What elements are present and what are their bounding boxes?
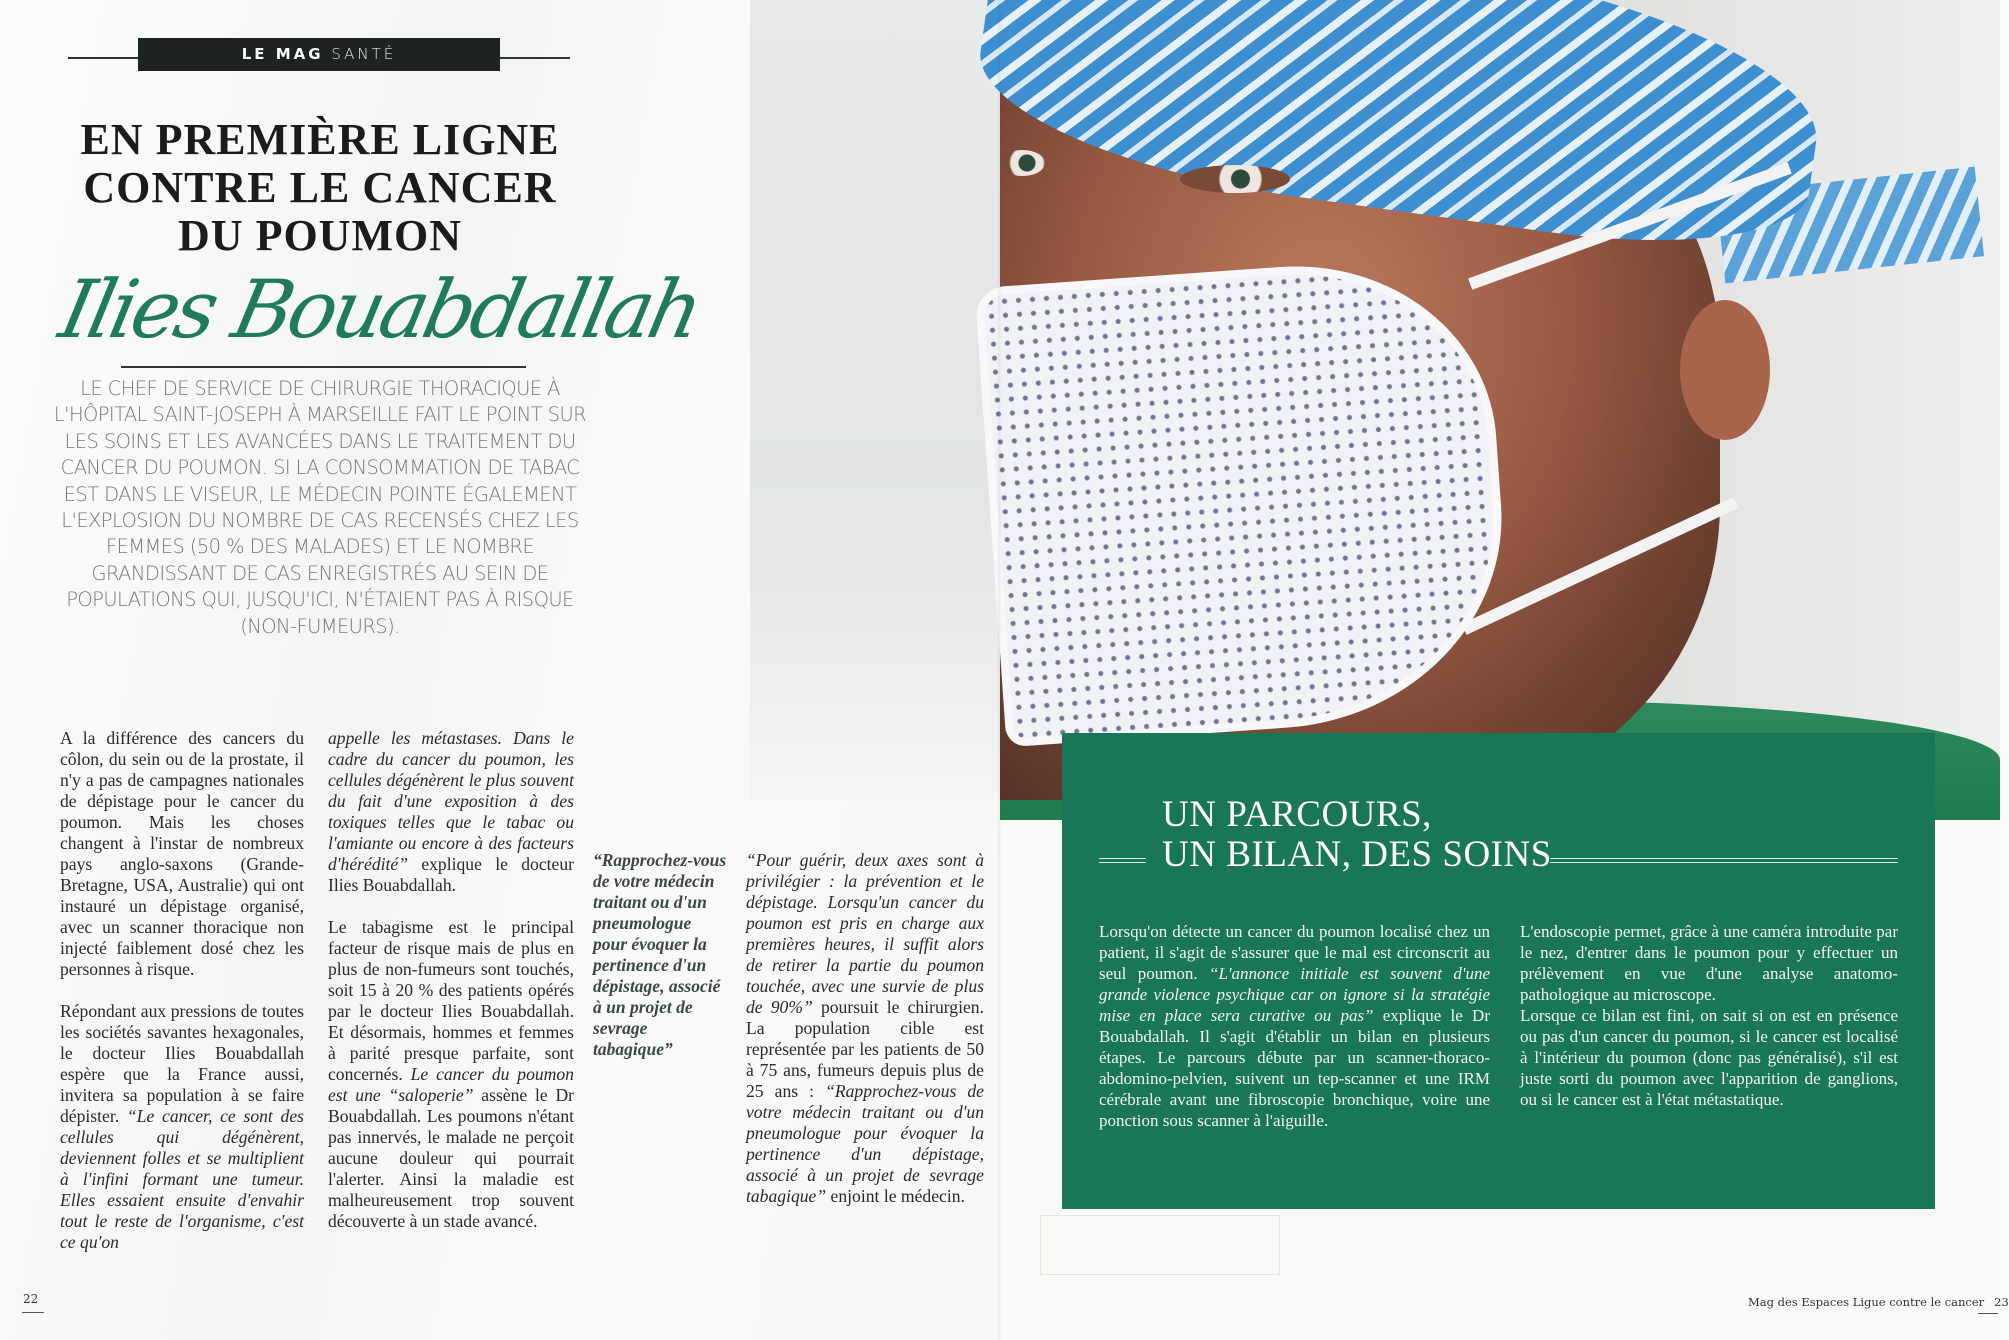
section-label-light: SANTÉ bbox=[331, 45, 397, 63]
pull-quote: “Rapprochez-vous de votre médecin traitant ou d'un pneumologue pour évoquer la pertinence d'un dépistage, associé à un projet de sevrage tabagique” bbox=[593, 850, 727, 1059]
quote: Le cancer du poumon est une “saloperie” bbox=[328, 1064, 574, 1105]
author-signature: Ilies Bouabdallah bbox=[52, 263, 708, 356]
paragraph bbox=[60, 1001, 304, 1253]
quote: appelle les métastases. Dans le cadre du cancer du poumon, les cellules dégénèrent le plus souvent du fait d'une exposition à des toxiques telles que le tabac ou l'amiante ou encore à des facteurs d'hérédité” bbox=[328, 728, 574, 874]
text: explique le docteur Ilies Bouabdallah. bbox=[328, 854, 574, 895]
text: assène le Dr Bouabdallah. Les poumons n'étant pas innervés, le malade ne perçoit aucune douleur qui pourrait l'alerter. Ainsi la maladie est malheureusement trop souvent découverte à un stade avancé. bbox=[328, 1085, 575, 1231]
text: poursuit le chirurgien. La population cible est représentée par les patients de 50 à 75 ans, fumeurs depuis plus de 25 ans : bbox=[746, 997, 984, 1101]
eye bbox=[1180, 165, 1290, 193]
surgeon-photo bbox=[1000, 0, 2000, 800]
paragraph: A la différence des cancers du côlon, du sein ou de la prostate, il n'y a pas de campagnes nationales de dépistage pour le cancer du poumon. Mais les choses changent à l'instar de nombreux pays anglo-saxons (Grande-Bretagne, USA, Australie) qui ont instauré un dépistage organisé, avec un scanner thoracique non injecté faiblement dosé chez les personnes à risque. bbox=[60, 728, 304, 979]
sidebar-column-2 bbox=[1520, 921, 1898, 1110]
sidebar-column-1 bbox=[1099, 921, 1490, 1131]
paragraph bbox=[328, 917, 574, 1232]
sidebar-title bbox=[1162, 795, 1552, 875]
title-double-rule bbox=[1550, 858, 1898, 863]
spine-shadow bbox=[998, 0, 1002, 1340]
photo-background-left bbox=[750, 0, 1000, 800]
paragraph bbox=[746, 850, 984, 1207]
text: Répondant aux pressions de toutes les sociétés savantes hexagonales, le docteur Ilies Bouabdallah espère que la France aussi, invitera sa population à se faire dépister. bbox=[60, 1001, 304, 1126]
quote: “Le cancer, ce sont des cellules qui dégénèrent, deviennent folles et se multiplient à l'infini formant une tumeur. Elles essaient ensuite d'envahir tout le reste de l'organisme, c'est ce qu'on bbox=[60, 1106, 305, 1252]
text: explique le Dr Bouabdallah. Il s'agit d'établir un bilan en plusieurs étapes. Le parcours débute par un scanner-thoraco-abdomino-pelvien, suivent un tep-scanner et une IRM cérébrale avant une fibroscopie bronchique, voire une ponction sous scanner à l'aiguille. bbox=[1099, 1006, 1490, 1130]
page-footer bbox=[1748, 1295, 2009, 1309]
sidebar-title-line: UN BILAN, DES SOINS bbox=[1162, 834, 1552, 875]
section-label-bold: LE MAG bbox=[241, 45, 324, 63]
eye bbox=[1000, 150, 1045, 176]
text: Le tabagisme est le principal facteur de risque mais de plus en plus de non-fumeurs sont touchés, soit 15 à 20 % des patients opérés par le docteur Ilies Bouabdallah. Et désormais, hommes et femmes à parité presque parfaite, sont concernés. bbox=[328, 917, 574, 1084]
paragraph: L'endoscopie permet, grâce à une caméra introduite par le nez, d'entrer dans le poumon pour y effectuer un prélèvement en vue d'une analyse anatomo-pathologique au microscope. bbox=[1520, 922, 1898, 1004]
sidebar-title-line: UN PARCOURS, bbox=[1162, 794, 1432, 835]
text: Lorsqu'on détecte un cancer du poumon localisé chez un patient, il s'agit de s'assurer que le mal est circonscrit au seul poumon. bbox=[1099, 922, 1490, 983]
title-double-rule bbox=[1099, 858, 1146, 863]
page-number-rule bbox=[22, 1312, 44, 1313]
paragraph bbox=[1099, 921, 1490, 1131]
quote: “L'annonce initiale est souvent d'une grande violence psychique car on ignore si la stratégie mise en place sera curative ou pas” bbox=[1099, 964, 1491, 1025]
page-number-rule bbox=[1978, 1313, 1998, 1314]
page-number-right: 23 bbox=[1994, 1295, 2009, 1309]
article-title: EN PREMIÈRE LIGNE CONTRE LE CANCER DU POUMON bbox=[80, 115, 560, 260]
ear bbox=[1680, 300, 1770, 440]
body-column-2 bbox=[328, 728, 574, 1232]
publication-name: Mag des Espaces Ligue contre le cancer bbox=[1748, 1295, 1985, 1309]
page-number-left: 22 bbox=[23, 1292, 39, 1306]
body-column-1 bbox=[60, 728, 304, 1253]
section-label bbox=[138, 38, 500, 71]
show-through-box bbox=[1040, 1215, 1280, 1275]
text: enjoint le médecin. bbox=[826, 1186, 965, 1206]
body-column-3 bbox=[746, 850, 984, 1207]
quote: “Pour guérir, deux axes sont à privilégier : la prévention et le dépistage. Lorsqu'un cancer du poumon est pris en charge aux premières heures, il suffit alors de retirer la partie du poumon touchée, avec une survie de plus de 90%” bbox=[746, 850, 984, 1017]
article-intro: LE CHEF DE SERVICE DE CHIRURGIE THORACIQUE À L'HÔPITAL SAINT-JOSEPH À MARSEILLE FAIT LE POINT SUR LES SOINS ET LES AVANCÉES DANS LE TRAITEMENT DU CANCER DU POUMON. SI LA CONSOMMATION DE TABAC EST DANS LE VISEUR, LE MÉDECIN POINTE ÉGALEMENT L'EXPLOSION DU NOMBRE DE CAS RECENSÉS CHEZ LES FEMMES (50 % DES MALADES) ET LE NOMBRE GRANDISSANT DE CAS ENREGISTRÉS AU SEIN DE POPULATIONS QUI, JUSQU'ICI, N'ÉTAIENT PAS À RISQUE (NON-FUMEURS). bbox=[53, 377, 587, 638]
paragraph bbox=[328, 728, 574, 896]
title-rule bbox=[121, 366, 526, 368]
paragraph: Lorsque ce bilan est fini, on sait si on est en présence ou pas d'un cancer du poumon, si le cancer est localisé à l'intérieur du poumon (donc pas généralisé), s'il est juste sorti du poumon avec l'apparition de ganglions, ou si le cancer est à l'état métastatique. bbox=[1520, 1006, 1898, 1109]
quote: “Rapprochez-vous de votre médecin traitant ou d'un pneumologue pour évoquer la pertinence d'un dépistage, associé à un projet de sevrage tabagique” bbox=[746, 1081, 984, 1206]
